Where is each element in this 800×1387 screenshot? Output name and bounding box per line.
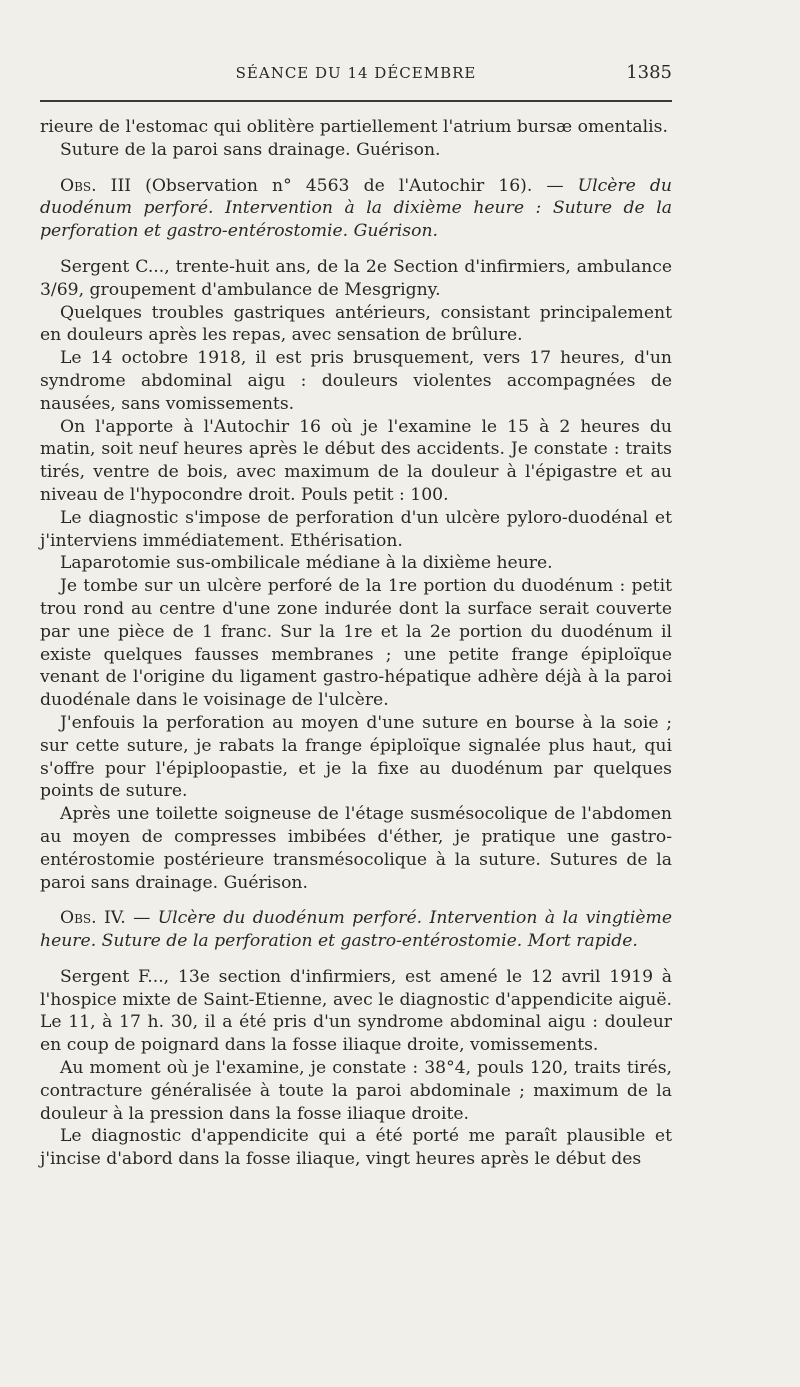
- paragraph: Le diagnostic d'appendicite qui a été porté me paraît plausible et j'incise d'abord dans la fosse iliaque, vingt heures après le début des: [40, 1126, 672, 1170]
- paragraph: Le diagnostic s'impose de perforation d'un ulcère pyloro-duodénal et j'interviens immédiatement. Ethérisation.: [40, 507, 672, 551]
- paragraph: Laparotomie sus-ombilicale médiane à la dixième heure.: [60, 553, 553, 574]
- running-header: [40, 58, 672, 88]
- paragraph: Sergent F..., 13e section d'infirmiers, est amené le 12 avril 1919 à l'hospice mixte de Saint-Etienne, avec le diagnostic d'appendicite aiguë. Le 11, à 17 h. 30, il a été pris d'un syndrome abdominal aigu : douleur en coup de poignard dans la fosse iliaque droite, vomissements.: [40, 966, 672, 1056]
- observation-heading: [40, 907, 672, 953]
- paragraph: Au moment où je l'examine, je constate : 38°4, pouls 120, traits tirés, contracture généralisée à toute la paroi abdominale ; maximum de la douleur à la pression dans la fosse iliaque droite.: [40, 1058, 672, 1124]
- paragraph: Je tombe sur un ulcère perforé de la 1re portion du duodénum : petit trou rond au centre d'une zone indurée dont la surface serait couverte par une pièce de 1 franc. Sur la 1re et la 2e portion du duodénum il existe quelques fausses membranes ; une petite frange épiploïque venant de l'origine du ligament gastro-hépatique adhère déjà à la paroi duodénale dans le voisinage de l'ulcère.: [40, 576, 672, 711]
- observation-title: Ulcère du duodénum perforé. Intervention à la dixième heure : Suture de la perforation et gastro-entérostomie. Guérison.: [40, 175, 672, 242]
- observation-ref: (Observation n° 4563 de l'Autochir 16). —: [131, 175, 578, 196]
- page-number: 1385: [626, 62, 672, 83]
- paragraph: Suture de la paroi sans drainage. Guérison.: [60, 139, 441, 160]
- observation-heading: [40, 175, 672, 243]
- paragraph: rieure de l'estomac qui oblitère partiellement l'atrium bursæ omentalis.: [40, 117, 668, 137]
- paragraph: Après une toilette soigneuse de l'étage susmésocolique de l'abdomen au moyen de compresses imbibées d'éther, je pratique une gastro-entérostomie postérieure transmésocolique à la suture. Sutures de la paroi sans drainage. Guérison.: [40, 804, 672, 893]
- header-rule: [40, 100, 672, 102]
- paragraph: J'enfouis la perforation au moyen d'une suture en bourse à la soie ; sur cette suture, je rabats la frange épiploïque signalée plus haut, qui s'offre pour l'épiploopastie, et je la fixe au duodénum par quelques points de suture.: [40, 712, 672, 802]
- article-body: [40, 116, 672, 1171]
- paragraph: Le 14 octobre 1918, il est pris brusquement, vers 17 heures, d'un syndrome abdominal aigu : douleurs violentes accompagnées de nausées, sans vomissements.: [40, 348, 672, 414]
- paragraph: On l'apporte à l'Autochir 16 où je l'examine le 15 à 2 heures du matin, soit neuf heures après le début des accidents. Je constate : traits tirés, ventre de bois, avec maximum de la douleur à l'épigastre et au niveau de l'hypocondre droit. Pouls petit : 100.: [40, 416, 672, 505]
- observation-label: Obs. IV.: [60, 908, 126, 929]
- observation-label: Obs. III: [60, 175, 132, 196]
- observation-dash: —: [125, 908, 158, 929]
- paragraph: Sergent C..., trente-huit ans, de la 2e Section d'infirmiers, ambulance 3/69, groupement d'ambulance de Mesgrigny.: [40, 256, 672, 300]
- running-title: SÉANCE DU 14 DÉCEMBRE: [235, 64, 477, 82]
- observation-title: Ulcère du duodénum perforé. Intervention à la vingtième heure. Suture de la perforation et gastro-entérostomie. Mort rapide.: [40, 908, 672, 952]
- paragraph: Quelques troubles gastriques antérieurs, consistant principalement en douleurs après les repas, avec sensation de brûlure.: [40, 302, 672, 346]
